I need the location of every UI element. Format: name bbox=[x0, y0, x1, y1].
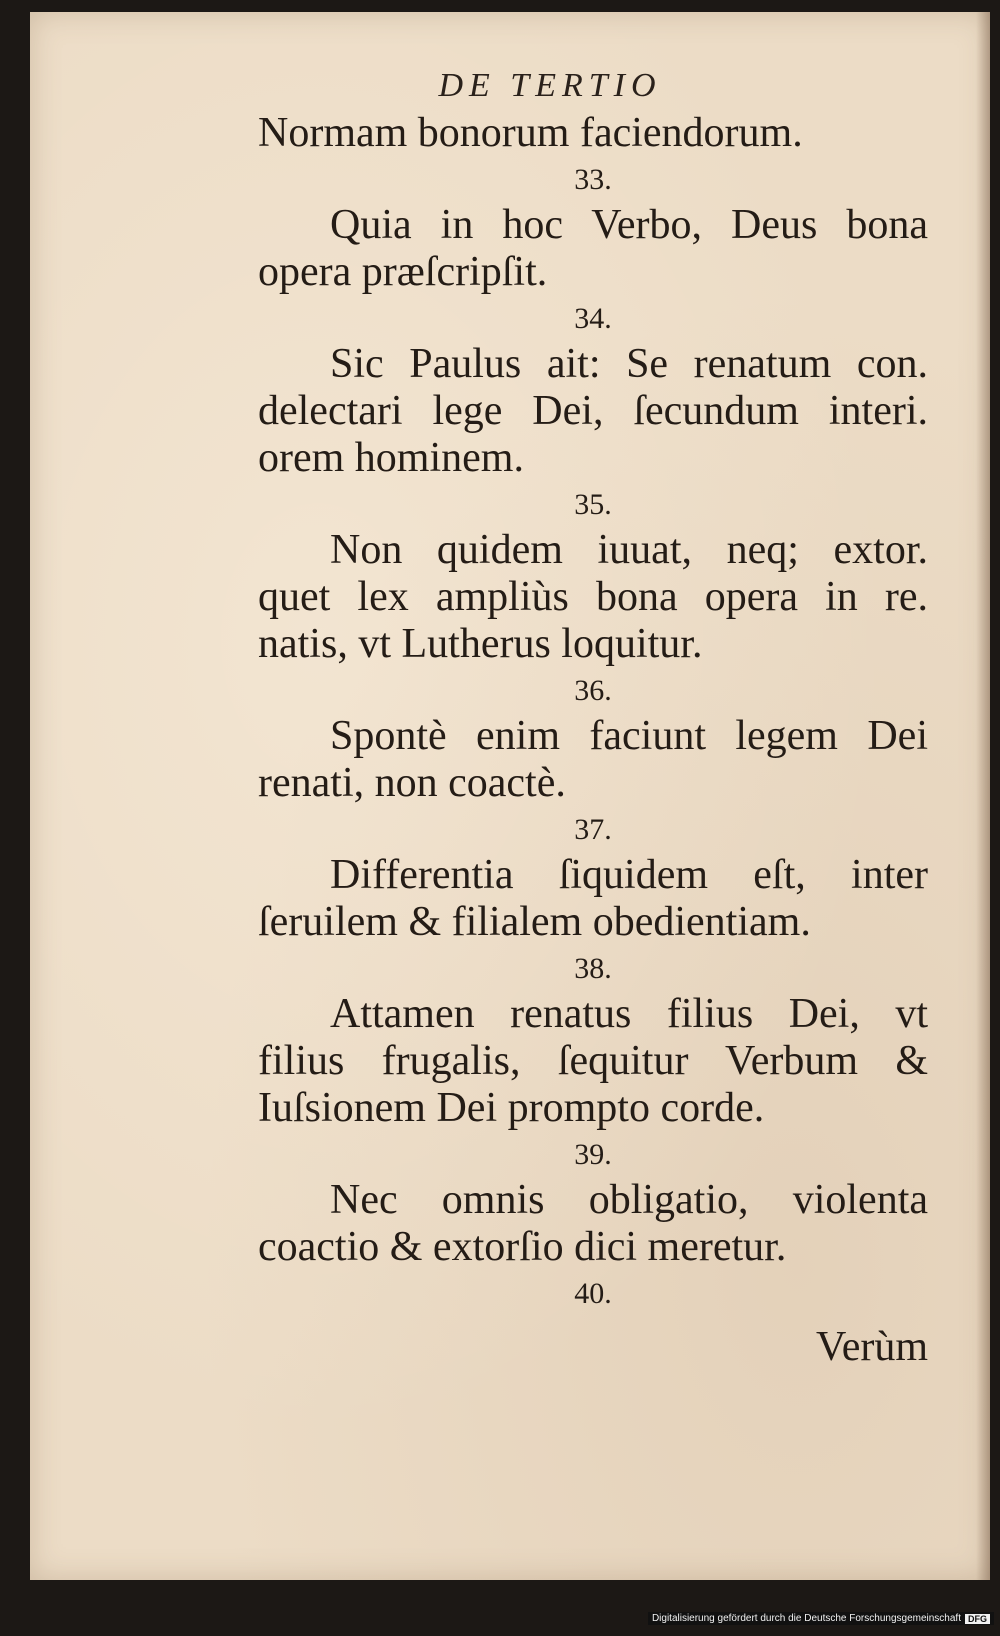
text-line: orem hominem. bbox=[258, 435, 524, 481]
text-line: Nec omnis obligatio, violenta bbox=[330, 1177, 928, 1223]
text-line: filius frugalis, ſequitur Verbum & bbox=[258, 1038, 928, 1084]
thesis-number: 34. bbox=[574, 302, 612, 335]
text-line: ſeruilem & filialem obedientiam. bbox=[258, 899, 811, 945]
page-gutter bbox=[976, 12, 990, 1580]
text-line: coactio & extorſio dici meretur. bbox=[258, 1224, 787, 1270]
text-line: renati, non coactè. bbox=[258, 760, 566, 806]
text-line: Spontè enim faciunt legem Dei bbox=[330, 713, 928, 759]
text-line: delectari lege Dei, ſecundum interi. bbox=[258, 388, 928, 434]
thesis-number: 39. bbox=[574, 1138, 612, 1171]
thesis-number: 37. bbox=[574, 813, 612, 846]
text-line: Non quidem iuuat, neq; extor. bbox=[330, 527, 928, 573]
text-line: Differentia ſiquidem eſt, inter bbox=[330, 852, 928, 898]
book-page bbox=[30, 12, 990, 1580]
thesis-number: 36. bbox=[574, 674, 612, 707]
page-body bbox=[258, 110, 928, 1371]
text-line: Iuſsionem Dei prompto corde. bbox=[258, 1085, 765, 1131]
running-title: DE TERTIO bbox=[438, 67, 662, 104]
thesis-number: 40. bbox=[574, 1277, 612, 1310]
dfg-logo: DFG bbox=[965, 1614, 990, 1624]
text-line: natis, vt Lutherus loquitur. bbox=[258, 621, 703, 667]
digitization-credit bbox=[648, 1612, 994, 1625]
credit-text: Digitalisierung gefördert durch die Deutsche Forschungsgemeinschaft bbox=[651, 1613, 961, 1624]
thesis-number: 38. bbox=[574, 952, 612, 985]
text-line: Quia in hoc Verbo, Deus bona bbox=[330, 202, 928, 248]
text-line: opera præſcripſit. bbox=[258, 249, 548, 295]
catchword: Verùm bbox=[816, 1324, 928, 1370]
text-line: quet lex ampliùs bona opera in re. bbox=[258, 574, 928, 620]
text-line: Attamen renatus filius Dei, vt bbox=[330, 991, 928, 1037]
thesis-number: 35. bbox=[574, 488, 612, 521]
text-line: Sic Paulus ait: Se renatum con. bbox=[330, 341, 928, 387]
text-line: Normam bonorum faciendorum. bbox=[258, 110, 803, 156]
thesis-number: 33. bbox=[574, 163, 612, 196]
